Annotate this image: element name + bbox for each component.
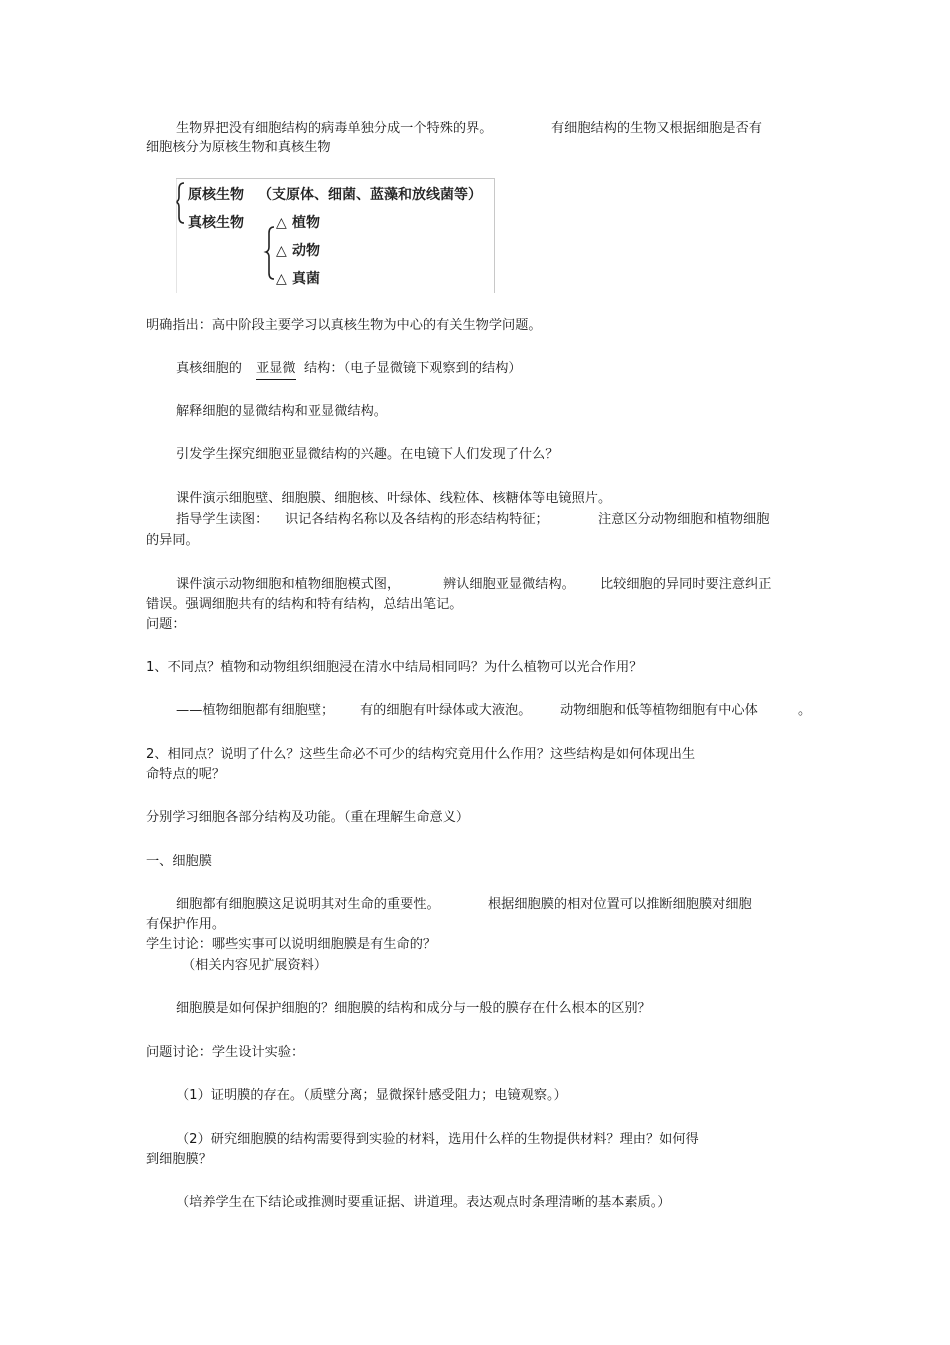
para-intro-part2: 有细胞结构的生物又根据细胞是否有 [551,121,762,136]
answer-1-part4: 。 [798,703,812,718]
label-eukaryote: 真核生物 [188,215,244,231]
para-focus: 明确指出：高中阶段主要学习以真核生物为中心的有关生物学问题。 [146,318,542,333]
para-submicro-part1: 真核细胞的 [176,361,242,376]
para-model-part4: 错误。强调细胞共有的结构和特有结构，总结出笔记。 [146,597,463,612]
section-heading-membrane: 一、细胞膜 [146,854,212,869]
para-model-part2: 辨认细胞亚显微结构。 [443,577,575,592]
para-questions-label: 问题： [146,617,186,632]
answer-1-part3: 动物细胞和低等植物细胞有中心体 [560,703,758,718]
question-2-part2: 命特点的呢？ [146,767,226,782]
label-prokaryote-note: （支原体、细菌、蓝藻和放线菌等） [258,187,482,203]
para-guide-part3: 注意区分动物细胞和植物细胞 [598,512,770,527]
experiment-1: （1）证明膜的存在。（质壁分离；显微探针感受阻力；电镜观察。） [176,1088,567,1103]
label-prokaryote: 原核生物 [188,187,244,203]
para-membrane-part2: 根据细胞膜的相对位置可以推断细胞膜对细胞 [488,897,752,912]
answer-1-part2: 有的细胞有叶绿体或大液泡。 [360,703,532,718]
para-guide-part4: 的异同。 [146,533,199,548]
triangle-icon: △ [276,243,287,259]
para-inquiry: 引发学生探究细胞亚显微结构的兴趣。在电镜下人们发现了什么？ [176,447,559,462]
para-submicro-part2: 结构：（电子显微镜下观察到的结构） [304,361,522,376]
label-animal: 动物 [292,243,320,259]
triangle-icon: △ [276,215,287,231]
question-2-part1: 2、相同点？说明了什么？这些生命必不可少的结构究竟用什么作用？这些结构是如何体现出生 [146,747,696,762]
para-submicro-underlined: 亚显微 [256,358,296,380]
experiment-2-part2: 到细胞膜？ [146,1152,212,1167]
para-intro-part1: 生物界把没有细胞结构的病毒单独分成一个特殊的界。 [176,121,493,136]
triangle-icon: △ [276,271,287,287]
label-plant: 植物 [292,215,320,231]
answer-1-part1: ——植物细胞都有细胞壁； [176,703,335,718]
para-courseware: 课件演示细胞壁、细胞膜、细胞核、叶绿体、线粒体、核糖体等电镜照片。 [176,491,612,506]
para-intro-part3: 细胞核分为原核生物和真核生物 [146,140,331,155]
para-discussion: 学生讨论：哪些实事可以说明细胞膜是有生命的？ [146,937,437,952]
para-membrane-part3: 有保护作用。 [146,917,226,932]
para-model-part1: 课件演示动物细胞和植物细胞模式图， [176,577,401,592]
para-model-part3: 比较细胞的异同时要注意纠正 [600,577,772,592]
para-guide-part1: 指导学生读图： [176,512,269,527]
question-1: 1、不同点？植物和动物组织细胞浸在清水中结局相同吗？为什么植物可以光合作用？ [146,660,643,675]
para-guide-part2: 识记各结构名称以及各结构的形态结构特征； [285,512,549,527]
classification-diagram [176,178,495,293]
para-experiment-design: 问题讨论：学生设计实验： [146,1045,305,1060]
para-protection: 细胞膜是如何保护细胞的？细胞膜的结构和成分与一般的膜存在什么根本的区别？ [176,1001,651,1016]
para-explain: 解释细胞的显微结构和亚显微结构。 [176,404,387,419]
label-fungi: 真菌 [292,271,320,287]
para-cultivate: （培养学生在下结论或推测时要重证据、讲道理。表达观点时条理清晰的基本素质。） [176,1195,671,1210]
para-extended: （相关内容见扩展资料） [182,958,328,973]
para-membrane-part1: 细胞都有细胞膜这足说明其对生命的重要性。 [176,897,440,912]
para-study: 分别学习细胞各部分结构及功能。（重在理解生命意义） [146,810,470,825]
experiment-2-part1: （2）研究细胞膜的结构需要得到实验的材料，选用什么样的生物提供材料？理由？如何得 [176,1132,699,1147]
